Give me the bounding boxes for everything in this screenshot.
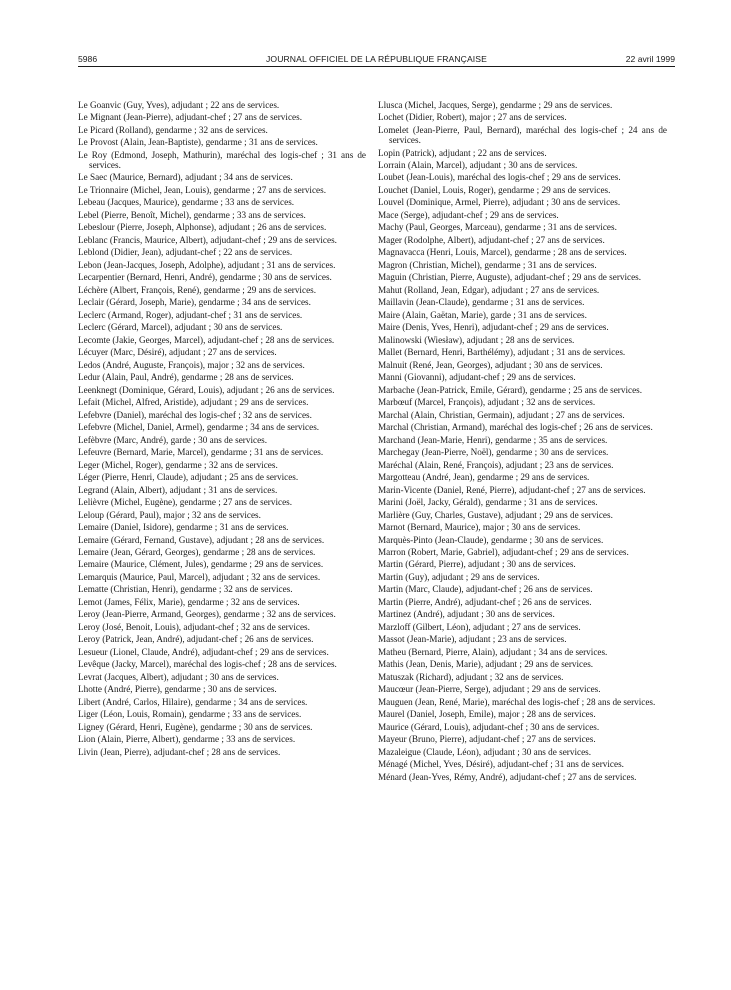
list-item: Lefebvre (Daniel), maréchal des logis-chef ; 32 ans de services. [78, 409, 312, 420]
list-item: Levêque (Jacky, Marcel), maréchal des logis-chef ; 28 ans de services. [78, 659, 337, 670]
list-item: Libert (André, Carlos, Hilaire), gendarme ; 34 ans de services. [78, 696, 308, 707]
list-item: Le Trionnaire (Michel, Jean, Louis), gendarme ; 27 ans de services. [78, 184, 326, 195]
list-item: Marbache (Jean-Patrick, Emile, Gérard), gendarme ; 25 ans de services. [378, 384, 643, 395]
list-item: Marin-Vicente (Daniel, René, Pierre), adjudant-chef ; 27 ans de services. [378, 484, 646, 495]
list-item: Marchal (Christian, Armand), maréchal des logis-chef ; 26 ans de services. [378, 422, 653, 433]
list-item: Massot (Jean-Marie), adjudant ; 23 ans de services. [378, 634, 567, 645]
page-number: 5986 [78, 54, 98, 64]
list-item: Machy (Paul, Georges, Marceau), gendarme ; 31 ans de services. [378, 222, 617, 233]
list-item: Leenknegt (Dominique, Gérard, Louis), adjudant ; 26 ans de services. [78, 384, 335, 395]
left-column [78, 100, 366, 759]
list-item: Maréchal (Alain, René, François), adjudant ; 23 ans de services. [378, 459, 614, 470]
list-item: Leroy (José, Benoit, Louis), adjudant-chef ; 32 ans de services. [78, 621, 310, 632]
list-item: Mace (Serge), adjudant-chef ; 29 ans de services. [378, 209, 559, 220]
list-item: Ledos (André, Auguste, François), major ; 32 ans de services. [78, 359, 305, 370]
list-item: Lécuyer (Marc, Désiré), adjudant ; 27 ans de services. [78, 347, 277, 358]
list-item: Liger (Léon, Louis, Romain), gendarme ; 33 ans de services. [78, 709, 302, 720]
list-item: Lemaire (Maurice, Clément, Jules), gendarme ; 29 ans de services. [78, 559, 324, 570]
list-item: Lelièvre (Michel, Eugène), gendarme ; 27 ans de services. [78, 497, 293, 508]
issue-date: 22 avril 1999 [625, 54, 675, 64]
list-item: Marchand (Jean-Marie, Henri), gendarme ; 35 ans de services. [378, 434, 608, 445]
right-column [378, 100, 667, 784]
list-item: Loubet (Jean-Louis), maréchal des logis-chef ; 29 ans de services. [378, 172, 621, 183]
list-item: Leclair (Gérard, Joseph, Marie), gendarme ; 34 ans de services. [78, 297, 311, 308]
list-item: Le Picard (Rolland), gendarme ; 32 ans de services. [78, 124, 268, 135]
list-item: Le Roy (Edmond, Joseph, Mathurin), maréchal des logis-chef ; 31 ans de services. [78, 149, 366, 170]
list-item: Lemot (James, Félix, Marie), gendarme ; 32 ans de services. [78, 596, 300, 607]
list-item: Lemaire (Jean, Gérard, Georges), gendarme ; 28 ans de services. [78, 547, 316, 557]
list-item: Ménagé (Michel, Yves, Désiré), adjudant-chef ; 31 ans de services. [378, 759, 624, 770]
list-item: Matheu (Bernard, Pierre, Alain), adjudant ; 34 ans de services. [378, 646, 608, 657]
list-item: Lemarquis (Maurice, Paul, Marcel), adjudant ; 32 ans de services. [78, 571, 321, 582]
list-item: Leger (Michel, Roger), gendarme ; 32 ans de services. [78, 459, 278, 470]
list-item: Lesueur (Lionel, Claude, André), adjudant-chef ; 29 ans de services. [78, 646, 329, 657]
list-item: Lefebvre (Michel, Daniel, Armel), gendarme ; 34 ans de services. [78, 422, 320, 433]
list-item: Maurice (Gérard, Louis), adjudant-chef ; 30 ans de services. [378, 721, 600, 732]
list-item: Maire (Denis, Yves, Henri), adjudant-chef ; 29 ans de services. [378, 322, 609, 333]
list-item: Marchal (Alain, Christian, Germain), adjudant ; 27 ans de services. [378, 409, 625, 420]
list-item: Maguin (Christian, Pierre, Auguste), adjudant-chef ; 29 ans de services. [378, 272, 642, 283]
list-item: Leclerc (Armand, Roger), adjudant-chef ; 31 ans de services. [78, 309, 303, 320]
list-item: Lebeau (Jacques, Maurice), gendarme ; 33 ans de services. [78, 197, 295, 208]
list-item: Leblond (Didier, Jean), adjudant-chef ; 22 ans de services. [78, 247, 293, 258]
list-item: Léchère (Albert, François, René), gendarme ; 29 ans de services. [78, 284, 317, 295]
list-item: Leroy (Jean-Pierre, Armand, Georges), gendarme ; 32 ans de services. [78, 609, 336, 620]
list-item: Mathis (Jean, Denis, Marie), adjudant ; 29 ans de services. [378, 659, 594, 670]
list-item: Mauguen (Jean, René, Marie), maréchal des logis-chef ; 28 ans de services. [378, 696, 656, 707]
list-item: Maire (Alain, Gaëtan, Marie), garde ; 31 ans de services. [378, 309, 587, 320]
journal-title: JOURNAL OFFICIEL DE LA RÉPUBLIQUE FRANÇAISE [266, 54, 487, 64]
list-item: Lebeslour (Pierre, Joseph, Alphonse), adjudant ; 26 ans de services. [78, 222, 327, 233]
list-item: Le Provost (Alain, Jean-Baptiste), gendarme ; 31 ans de services. [78, 137, 318, 148]
list-item: Marron (Robert, Marie, Gabriel), adjudant-chef ; 29 ans de services. [378, 547, 629, 557]
list-item: Marquès-Pinto (Jean-Claude), gendarme ; 30 ans de services. [378, 534, 604, 545]
list-item: Maurel (Daniel, Joseph, Emile), major ; 28 ans de services. [378, 709, 596, 720]
list-item: Lemaire (Daniel, Isidore), gendarme ; 31 ans de services. [78, 522, 289, 533]
list-item: Le Saec (Maurice, Bernard), adjudant ; 34 ans de services. [78, 172, 293, 183]
list-item: Manni (Giovanni), adjudant-chef ; 29 ans de services. [378, 372, 576, 383]
list-item: Mahut (Rolland, Jean, Edgar), adjudant ; 27 ans de services. [378, 284, 600, 295]
list-item: Martin (Guy), adjudant ; 29 ans de services. [378, 571, 540, 582]
list-item: Ligney (Gérard, Henri, Eugène), gendarme ; 30 ans de services. [78, 721, 313, 732]
list-item: Legrand (Alain, Albert), adjudant ; 31 ans de services. [78, 484, 278, 495]
list-item: Matuszak (Richard), adjudant ; 32 ans de services. [378, 671, 564, 682]
list-item: Lebon (Jean-Jacques, Joseph, Adolphe), adjudant ; 31 ans de services. [78, 259, 336, 270]
list-item: Malinowski (Wiesław), adjudant ; 28 ans de services. [378, 334, 575, 345]
list-item: Lopin (Patrick), adjudant ; 22 ans de services. [378, 147, 547, 158]
list-item: Lochet (Didier, Robert), major ; 27 ans de services. [378, 112, 567, 123]
list-item: Marini (Joël, Jacky, Gérald), gendarme ; 31 ans de services. [378, 497, 598, 508]
list-item: Levrat (Jacques, Albert), adjudant ; 30 ans de services. [78, 671, 279, 682]
list-item: Marbœuf (Marcel, François), adjudant ; 32 ans de services. [378, 397, 596, 408]
list-item: Louvel (Dominique, Armel, Pierre), adjudant ; 30 ans de services. [378, 197, 621, 208]
list-item: Malnuit (René, Jean, Georges), adjudant ; 30 ans de services. [378, 359, 603, 370]
list-item: Leloup (Gérard, Paul), major ; 32 ans de services. [78, 509, 261, 520]
list-item: Léger (Pierre, Henri, Claude), adjudant ; 25 ans de services. [78, 472, 299, 483]
list-item: Lematte (Christian, Henri), gendarme ; 32 ans de services. [78, 584, 293, 595]
list-item: Lebel (Pierre, Benoît, Michel), gendarme ; 33 ans de services. [78, 209, 306, 220]
list-item: Maucœur (Jean-Pierre, Serge), adjudant ; 29 ans de services. [378, 684, 601, 695]
list-item: Mazaleigue (Claude, Léon), adjudant ; 30 ans de services. [378, 746, 592, 757]
list-item: Lecomte (Jakie, Georges, Marcel), adjudant-chef ; 28 ans de services. [78, 334, 335, 345]
list-item: Le Goanvic (Guy, Yves), adjudant ; 22 ans de services. [78, 100, 280, 110]
list-item: Lion (Alain, Pierre, Albert), gendarme ; 33 ans de services. [78, 734, 296, 745]
list-item: Leblanc (Francis, Maurice, Albert), adjudant-chef ; 29 ans de services. [78, 234, 337, 245]
list-item: Leroy (Patrick, Jean, André), adjudant-chef ; 26 ans de services. [78, 634, 314, 645]
list-item: Lefeuvre (Bernard, Marie, Marcel), gendarme ; 31 ans de services. [78, 447, 324, 458]
list-item: Marzloff (Gilbert, Léon), adjudant ; 27 ans de services. [378, 621, 581, 632]
list-item: Llusca (Michel, Jacques, Serge), gendarme ; 29 ans de services. [378, 100, 613, 110]
list-item: Lomelet (Jean-Pierre, Paul, Bernard), maréchal des logis-chef ; 24 ans de services. [378, 124, 667, 146]
list-item: Leclerc (Gérard, Marcel), adjudant ; 30 ans de services. [78, 322, 283, 333]
list-item: Martin (Gérard, Pierre), adjudant ; 30 ans de services. [378, 559, 576, 570]
list-item: Louchet (Daniel, Louis, Roger), gendarme ; 29 ans de services. [378, 184, 611, 195]
list-item: Marchegay (Jean-Pierre, Noël), gendarme ; 30 ans de services. [378, 447, 609, 458]
list-item: Lhotte (André, Pierre), gendarme ; 30 ans de services. [78, 684, 277, 695]
list-item: Ledur (Alain, Paul, André), gendarme ; 28 ans de services. [78, 372, 294, 383]
list-item: Marlière (Guy, Charles, Gustave), adjudant ; 29 ans de services. [378, 509, 613, 520]
list-item: Mayeur (Bruno, Pierre), adjudant-chef ; 27 ans de services. [378, 734, 596, 745]
list-item: Livin (Jean, Pierre), adjudant-chef ; 28 ans de services. [78, 746, 281, 757]
list-item: Martin (Pierre, André), adjudant-chef ; 26 ans de services. [378, 596, 592, 607]
list-item: Maillavin (Jean-Claude), gendarme ; 31 ans de services. [378, 297, 585, 308]
list-item: Lecarpentier (Bernard, Henri, André), gendarme ; 30 ans de services. [78, 272, 332, 283]
page-header [78, 52, 675, 67]
list-item: Martin (Marc, Claude), adjudant-chef ; 26 ans de services. [378, 584, 593, 595]
list-item: Margotteau (André, Jean), gendarme ; 29 ans de services. [378, 472, 590, 483]
list-item: Ménard (Jean-Yves, Rémy, André), adjudant-chef ; 27 ans de services. [378, 771, 637, 782]
list-item: Mager (Rodolphe, Albert), adjudant-chef ; 27 ans de services. [378, 234, 605, 245]
list-item: Le Mignant (Jean-Pierre), adjudant-chef ; 27 ans de services. [78, 112, 302, 123]
list-item: Marnot (Bernard, Maurice), major ; 30 ans de services. [378, 522, 581, 533]
list-item: Martinez (André), adjudant ; 30 ans de services. [378, 609, 555, 620]
list-item: Magnavacca (Henri, Louis, Marcel), gendarme ; 28 ans de services. [378, 247, 627, 258]
list-item: Lorrain (Alain, Marcel), adjudant ; 30 ans de services. [378, 159, 578, 170]
list-item: Mallet (Bernard, Henri, Barthélémy), adjudant ; 31 ans de services. [378, 347, 626, 358]
list-item: Magron (Christian, Michel), gendarme ; 31 ans de services. [378, 259, 597, 270]
list-item: Lemaire (Gérard, Fernand, Gustave), adjudant ; 28 ans de services. [78, 534, 325, 545]
list-item: Lefèbvre (Marc, André), garde ; 30 ans de services. [78, 434, 268, 445]
list-item: Lefait (Michel, Alfred, Aristide), adjudant ; 29 ans de services. [78, 397, 309, 408]
